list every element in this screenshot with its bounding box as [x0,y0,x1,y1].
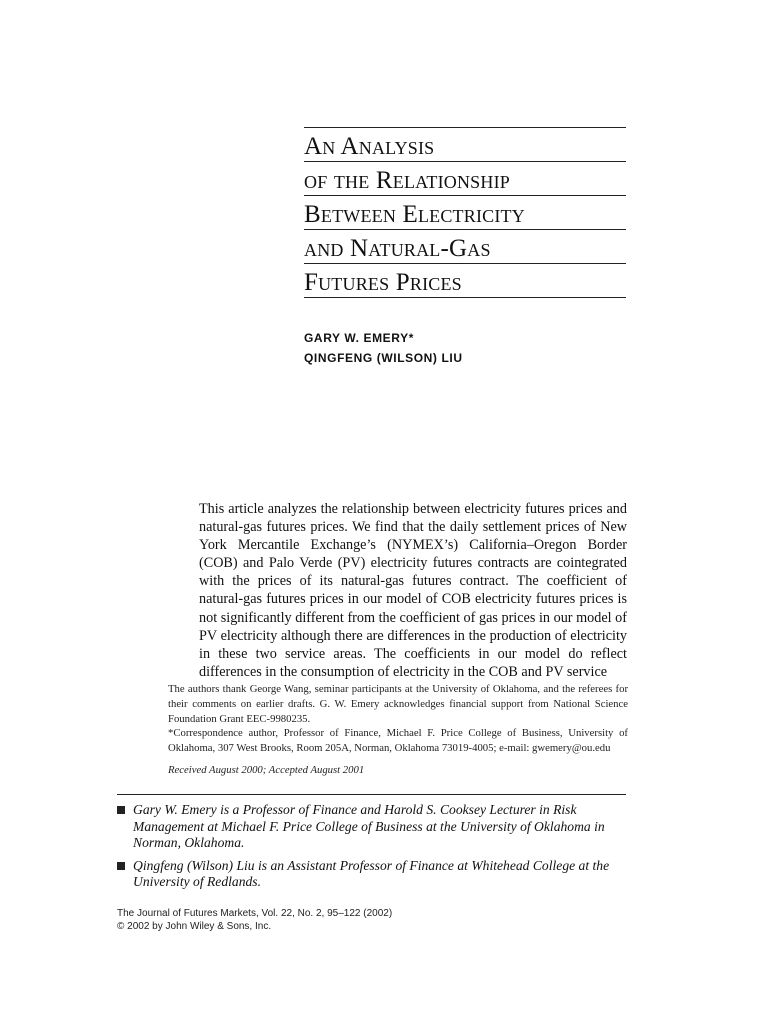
divider [117,794,626,795]
title-line-2: of the Relationship [304,162,626,196]
received-date: Received August 2000; Accepted August 2001 [168,764,365,776]
abstract-text: This article analyzes the relationship between electricity futures prices and natural-gas futures prices. We find that the daily settlement prices of New York Mercantile Exchange’s (NYMEX’s) California–Oregon Border (COB) and Palo Verde (PV) electricity futures contracts are cointegrated with the prices of its natural-gas futures contract. The coefficient of natural-gas futures prices in our model of COB electricity futures prices is not significantly different from the coefficient of gas prices in our model of PV electricity although there are differences in the production of electricity in these two service areas. The coefficients in our model do reflect differences in the consumption of electricity in the COB and PV service [199,501,627,680]
bio-item [117,802,629,852]
author-2: QINGFENG (WILSON) LIU [304,351,463,365]
author-1: GARY W. EMERY* [304,331,414,345]
journal-citation: The Journal of Futures Markets, Vol. 22, No. 2, 95–122 (2002) [117,908,393,919]
footnotes [168,682,628,756]
title-line-1: An Analysis [304,128,626,162]
bio-text: Gary W. Emery is a Professor of Finance and Harold S. Cooksey Lecturer in Risk Management at Michael F. Price College of Business at the University of Oklahoma in Norman, Oklahoma. [133,802,605,851]
title-line-5: Futures Prices [304,264,626,298]
acknowledgment-footnote: The authors thank George Wang, seminar participants at the University of Oklahoma, and the referees for their comments on earlier drafts. G. W. Emery acknowledges financial support from National Science Foundation Grant EEC-9980235. [168,683,628,725]
correspondence-footnote: *Correspondence author, Professor of Finance, Michael F. Price College of Business, University of Oklahoma, 307 West Brooks, Room 205A, Norman, Oklahoma 73019-4005; e-mail: gwemery@ou.edu [168,727,628,755]
article-title [304,127,626,298]
bio-item [117,858,629,891]
title-line-4: and Natural-Gas [304,230,626,264]
square-bullet-icon [117,862,125,870]
author-bios [117,802,629,897]
author-list [304,328,634,368]
title-line-3: Between Electricity [304,196,626,230]
copyright-notice: © 2002 by John Wiley & Sons, Inc. [117,921,272,932]
journal-info [117,907,517,933]
bio-text: Qingfeng (Wilson) Liu is an Assistant Professor of Finance at Whitehead College at the University of Redlands. [133,857,610,890]
square-bullet-icon [117,806,125,814]
